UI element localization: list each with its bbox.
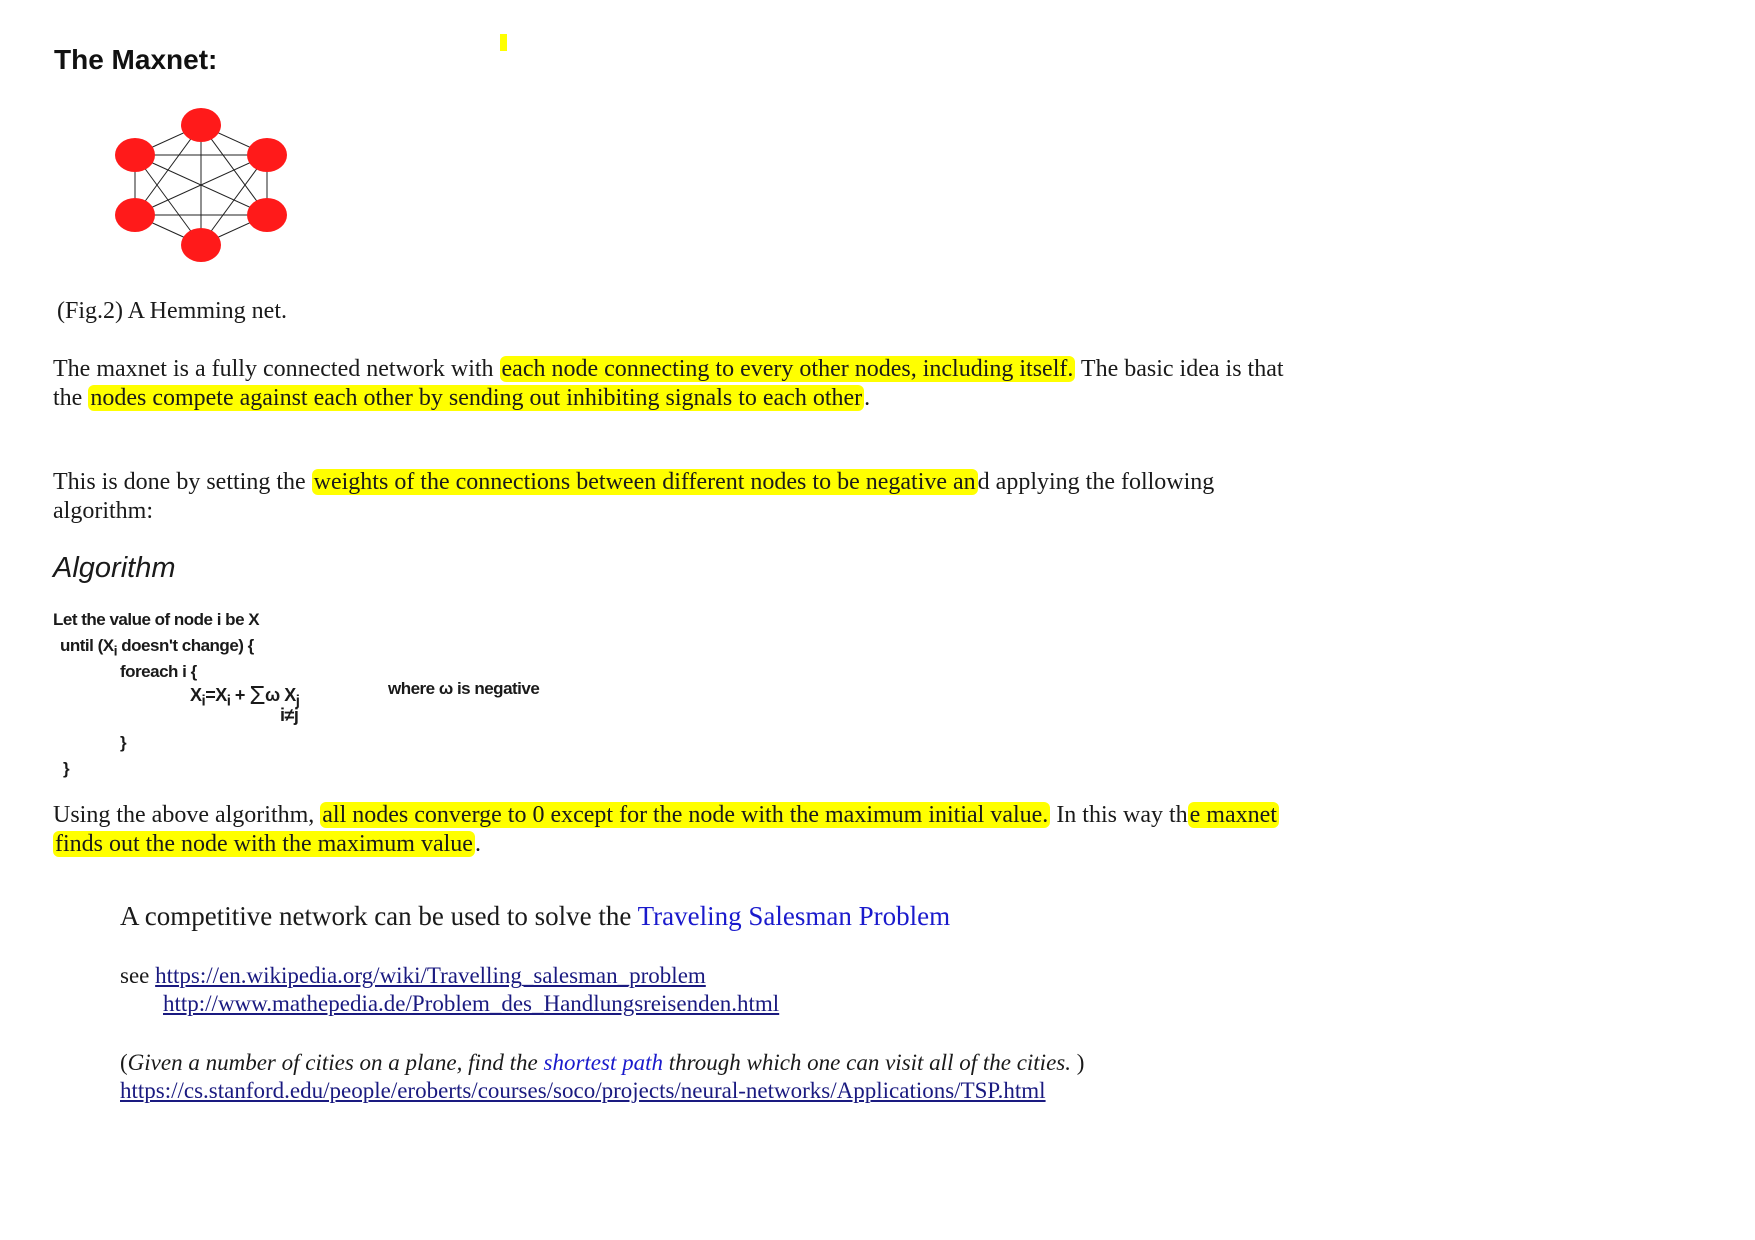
given-sentence: (Given a number of cities on a plane, find the shortest path through which one can visit all of the cities. ) <box>120 1050 1085 1075</box>
highlight: nodes compete against each other by sending out inhibiting signals to each other <box>90 385 863 411</box>
mathepedia-link[interactable]: http://www.mathepedia.de/Problem_des_Handlungsreisenden.html <box>163 991 780 1016</box>
graph-node <box>115 198 155 232</box>
formula-subscript: i≠j <box>280 705 299 725</box>
highlight: weights of the connections between different nodes to be negative an <box>313 469 976 495</box>
see-line: see https://en.wikipedia.org/wiki/Travelling_salesman_problem <box>120 963 706 988</box>
tsp-sentence: A competitive network can be used to solve the Traveling Salesman Problem <box>120 901 951 931</box>
graph-node <box>181 228 221 262</box>
graph-node <box>115 138 155 172</box>
shortest-path-link[interactable]: shortest path <box>543 1050 663 1075</box>
algorithm-line: foreach i { <box>120 662 197 681</box>
highlight-mark <box>500 34 507 51</box>
stanford-link[interactable]: https://cs.stanford.edu/people/eroberts/courses/soco/projects/neural-networks/Applications/TSP.html <box>120 1078 1046 1103</box>
see-line-2 <box>163 991 779 1017</box>
paragraph-convergence: Using the above algorithm, all nodes converge to 0 except for the node with the maximum initial value. In this way the maxnet finds out the node with the maximum value. <box>53 802 1277 857</box>
algorithm-line: Let the value of node i be X <box>53 610 260 629</box>
paragraph-maxnet-description: The maxnet is a fully connected network with each node connecting to every other nodes, including itself. The basic idea is that the nodes compete against each other by sending out inhibiting signals to each other. <box>53 356 1284 411</box>
page-title: The Maxnet: <box>54 44 218 75</box>
highlight: e maxnet finds out the node with the maximum value <box>55 802 1277 857</box>
wikipedia-link[interactable]: https://en.wikipedia.org/wiki/Travelling_salesman_problem <box>155 963 706 988</box>
algorithm-line: } <box>63 759 70 778</box>
algorithm-formula: $X_i=X_i + \Sigma\omega$ $X_j$ <box>190 680 300 710</box>
stanford-line <box>120 1078 1046 1104</box>
paragraph-weights: This is done by setting the weights of the connections between different nodes to be negative and applying the following algorithm: <box>53 469 1215 524</box>
graph-node <box>247 198 287 232</box>
algorithm-line: } <box>120 733 127 752</box>
graph-node <box>181 108 221 142</box>
figure-caption: (Fig.2) A Hemming net. <box>57 298 287 324</box>
graph-edges <box>135 125 267 245</box>
highlight: all nodes converge to 0 except for the node with the maximum initial value. <box>322 802 1049 828</box>
highlight: each node connecting to every other nodes, including itself. <box>501 356 1074 382</box>
algorithm-line: until ($X_i$ doesn't change) { <box>60 636 254 660</box>
graph-node <box>247 138 287 172</box>
maxnet-graph-figure <box>95 105 310 270</box>
tsp-link[interactable]: Traveling Salesman Problem <box>637 901 951 931</box>
formula-note: where ω is negative <box>388 679 540 698</box>
algorithm-heading: Algorithm <box>53 552 176 584</box>
